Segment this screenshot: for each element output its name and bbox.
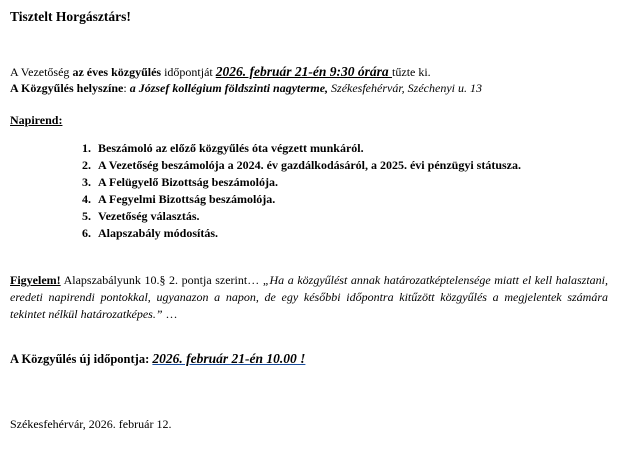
- venue-address: Székesfehérvár, Széchenyi u. 13: [328, 81, 482, 95]
- new-date-label: A Közgyűlés új időpontja:: [10, 352, 153, 366]
- warning-intro: Alapszabályunk 10.§ 2. pontja szerint…: [60, 273, 263, 287]
- meeting-date: 2026. február 21-én 9:30 órára: [215, 64, 393, 79]
- venue-place: a József kollégium földszinti nagyterme,: [129, 81, 329, 95]
- agenda-item: 5. Vezetőség választás.: [94, 208, 521, 225]
- agenda-item: 1. Beszámoló az előző közgyűlés óta végzett munkáról.: [94, 140, 521, 157]
- agenda-item: 2. A Vezetőség beszámolója a 2024. év gazdálkodásáról, a 2025. évi pénzügyi státusza.: [94, 157, 521, 174]
- agenda-item: 4. A Fegyelmi Bizottság beszámolója.: [94, 191, 521, 208]
- agenda-item: 3. A Felügyelő Bizottság beszámolója.: [94, 174, 521, 191]
- agenda-heading: Napirend:: [10, 113, 63, 127]
- new-date-line: [10, 351, 305, 367]
- announcement-line: [10, 64, 431, 80]
- new-date-value: 2026. február 21-én 10.00 !: [152, 351, 306, 366]
- bylaw-quote: „Ha a közgyűlést annak határozatképtelensége miatt el kell halasztani, eredeti napirendi pontokkal, ugyanazon a napon, de egy későbbi időpontra kitűzött közgyűlés a megjelentek számára tekintet nélkül határozatképes.”: [10, 273, 608, 321]
- warning-paragraph: [10, 272, 608, 323]
- announcement-middle: időpontját: [161, 65, 216, 79]
- agenda-item: 6. Alapszabály módosítás.: [94, 225, 521, 242]
- announcement-prefix: A Vezetőség: [10, 65, 73, 79]
- signoff: Székesfehérvár, 2026. február 12.: [10, 417, 172, 431]
- venue-line: [10, 80, 482, 96]
- warning-label: Figyelem!: [10, 273, 61, 287]
- venue-colon: :: [123, 81, 130, 95]
- agenda-list: [70, 140, 521, 242]
- warning-ellipsis: …: [162, 307, 178, 321]
- announcement-event: az éves közgyűlés: [72, 65, 162, 79]
- announcement-suffix: tűzte ki.: [392, 65, 431, 79]
- venue-label: A Közgyűlés helyszíne: [10, 81, 124, 95]
- greeting: Tisztelt Horgásztárs!: [10, 9, 131, 24]
